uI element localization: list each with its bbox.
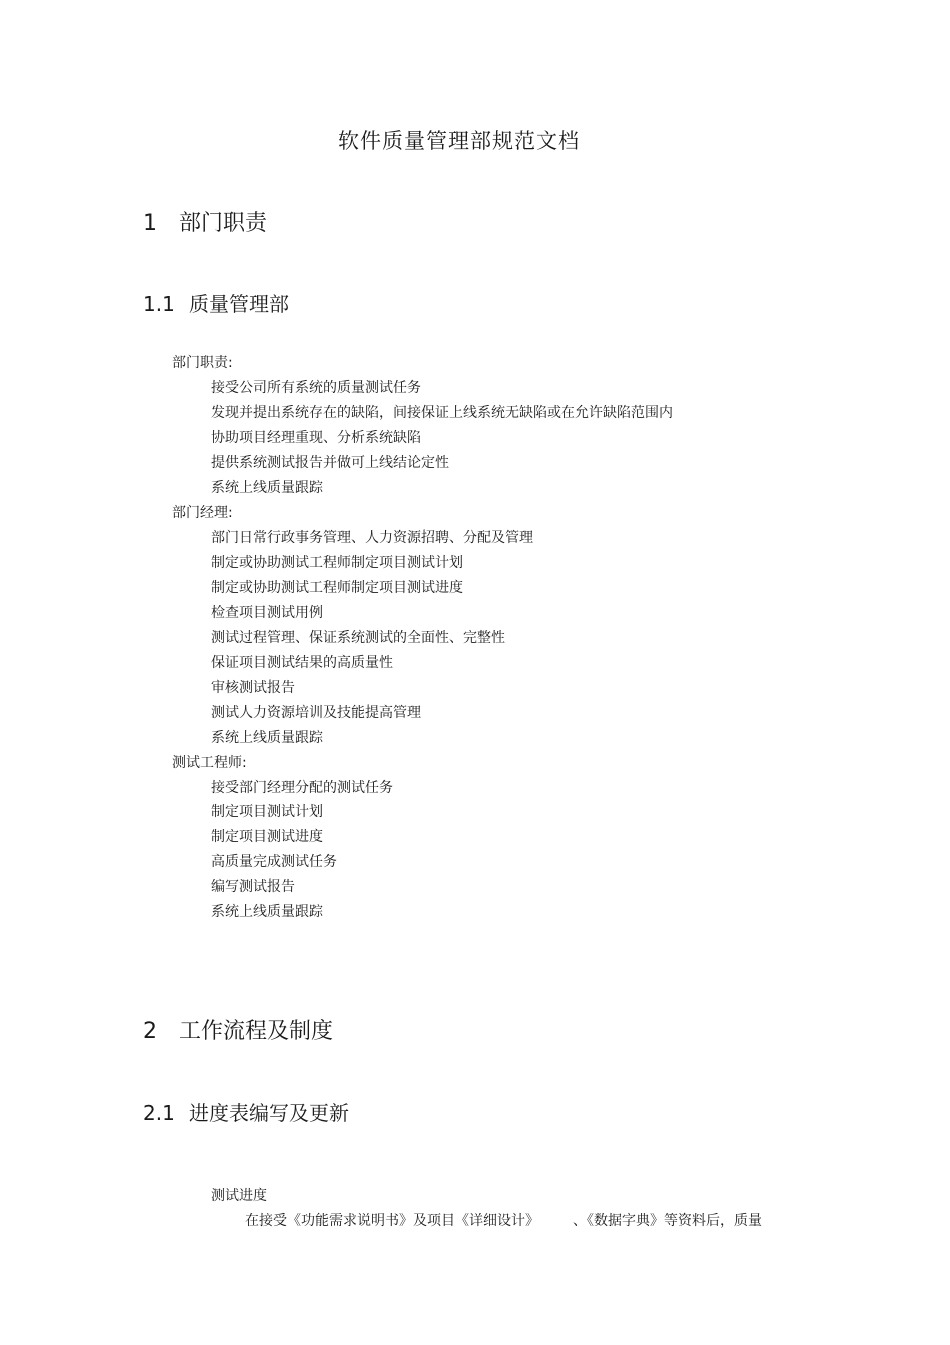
section-1-1-heading	[143, 290, 289, 318]
list-item: 接受公司所有系统的质量测试任务	[211, 380, 421, 396]
list-item: 制定项目测试进度	[211, 829, 323, 845]
section-1-heading	[143, 209, 267, 239]
list-item: 系统上线质量跟踪	[211, 730, 323, 746]
list-item: 部门日常行政事务管理、人力资源招聘、分配及管理	[211, 530, 533, 546]
list-item: 系统上线质量跟踪	[211, 904, 323, 920]
list-item: 接受部门经理分配的测试任务	[211, 780, 393, 796]
list-item: 检查项目测试用例	[211, 605, 323, 621]
section-2-number: 2	[143, 1019, 157, 1044]
list-item: 制定项目测试计划	[211, 804, 323, 820]
group-label-engineer: 测试工程师:	[172, 755, 247, 771]
section-2-1-title: 进度表编写及更新	[189, 1101, 349, 1125]
paragraph-part-1: 在接受《功能需求说明书》及项目《详细设计》	[245, 1213, 539, 1229]
section-1-number: 1	[143, 211, 157, 236]
section-1-1-title: 质量管理部	[189, 292, 289, 316]
list-item: 高质量完成测试任务	[211, 854, 337, 870]
section-2-1-heading	[143, 1099, 349, 1127]
section-2-title: 工作流程及制度	[179, 1019, 334, 1044]
section-2-1-number: 2.1	[143, 1101, 175, 1125]
body-paragraph	[245, 1211, 762, 1231]
list-item: 制定或协助测试工程师制定项目测试进度	[211, 580, 463, 596]
list-item: 编写测试报告	[211, 879, 295, 895]
subsection-item-label: 测试进度	[211, 1188, 267, 1204]
group-label-manager: 部门经理:	[172, 505, 233, 521]
list-item: 发现并提出系统存在的缺陷，间接保证上线系统无缺陷或在允许缺陷范围内	[211, 405, 673, 421]
list-item: 协助项目经理重现、分析系统缺陷	[211, 430, 421, 446]
list-item: 测试人力资源培训及技能提高管理	[211, 705, 421, 721]
section-1-1-number: 1.1	[143, 292, 175, 316]
list-item: 制定或协助测试工程师制定项目测试计划	[211, 555, 463, 571]
list-item: 测试过程管理、保证系统测试的全面性、完整性	[211, 630, 505, 646]
section-1-title: 部门职责	[179, 211, 268, 236]
list-item: 审核测试报告	[211, 680, 295, 696]
paragraph-part-2: 、《数据字典》等资料后，质量	[573, 1213, 762, 1229]
group-label-duties: 部门职责:	[172, 355, 233, 371]
section-2-heading	[143, 1017, 333, 1047]
list-item: 提供系统测试报告并做可上线结论定性	[211, 455, 449, 471]
list-item: 系统上线质量跟踪	[211, 480, 323, 496]
list-item: 保证项目测试结果的高质量性	[211, 655, 393, 671]
document-title: 软件质量管理部规范文档	[338, 129, 580, 153]
